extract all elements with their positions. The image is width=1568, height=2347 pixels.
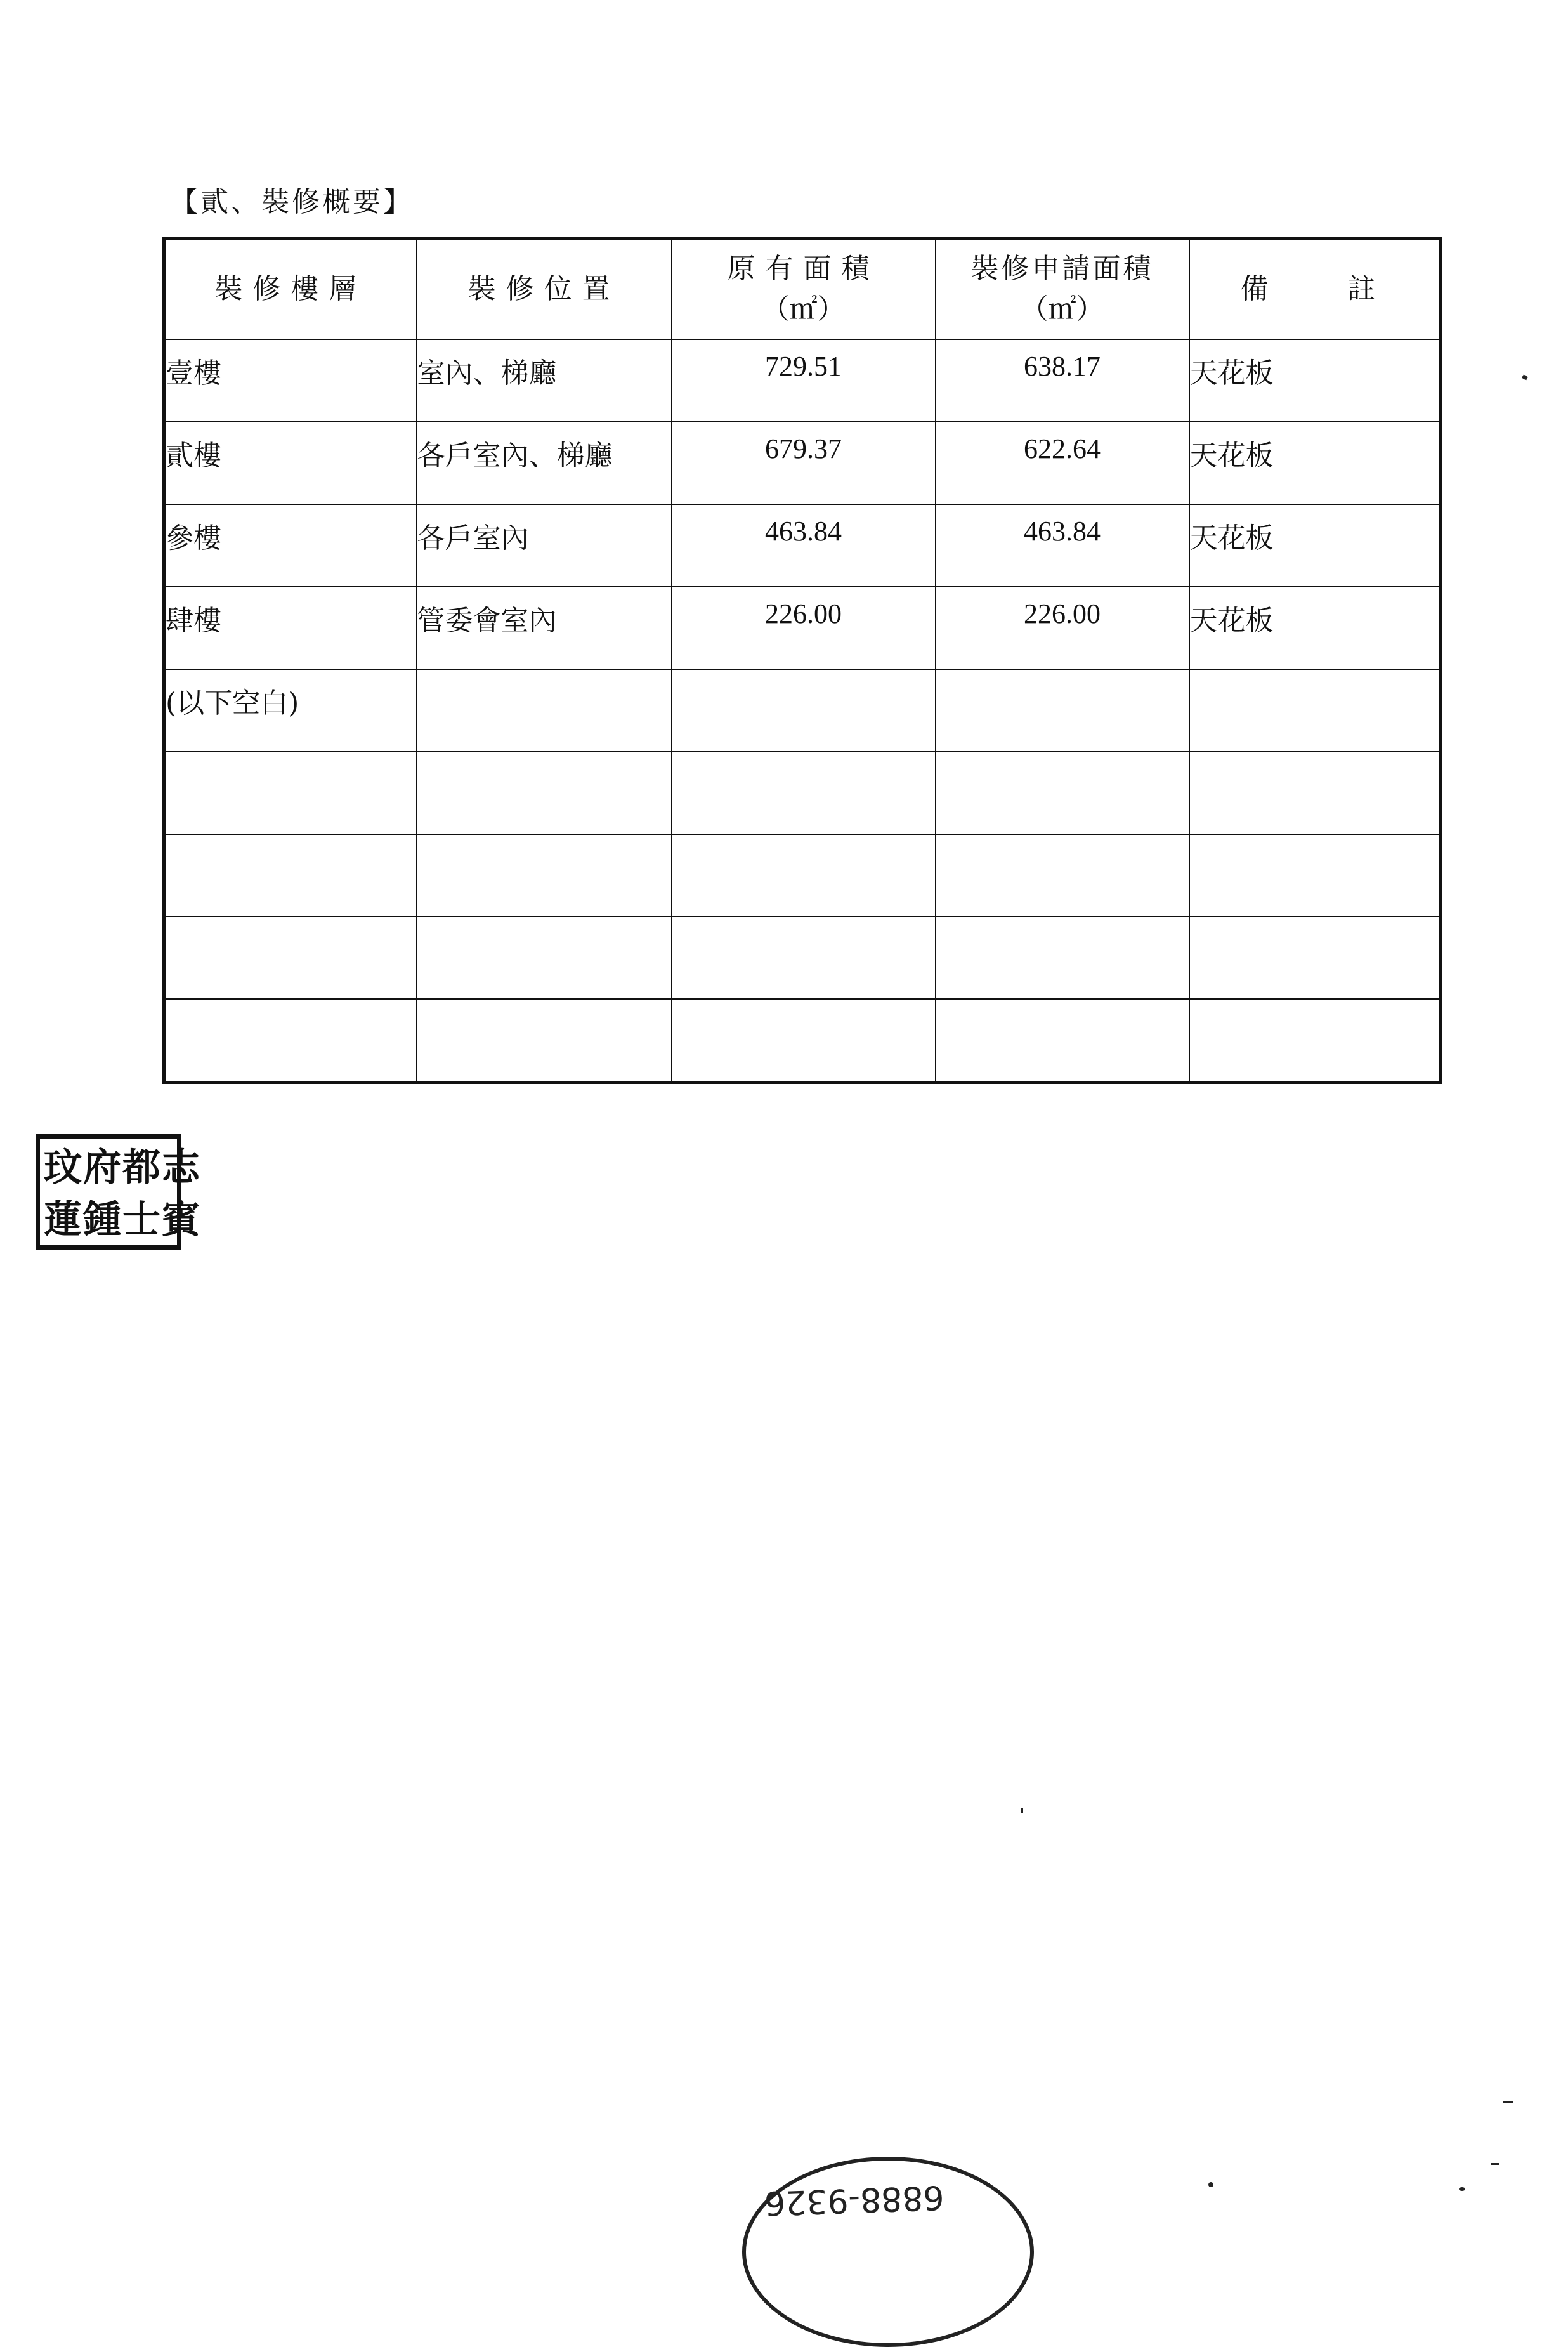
original-area-cell [672,834,936,917]
note-cell: 天花板 [1189,504,1441,587]
red-seal-stamp [36,1134,200,1250]
position-cell [417,752,672,834]
floor-cell [164,917,417,999]
header-position: 裝修位置 [417,239,672,340]
table-row [164,422,1441,504]
table-body [164,339,1441,1083]
requested-area-cell: 226.00 [936,587,1189,669]
scan-speck [1491,2163,1499,2165]
floor-cell: 參樓 [164,504,417,587]
note-cell [1189,917,1441,999]
position-cell [417,999,672,1083]
note-cell [1189,999,1441,1083]
scan-speck [1021,1808,1023,1813]
requested-area-cell [936,834,1189,917]
position-cell [417,917,672,999]
original-area-cell [672,917,936,999]
original-area-cell: 226.00 [672,587,936,669]
requested-area-cell [936,669,1189,752]
requested-area-cell [936,999,1189,1083]
header-requested-area-label: 裝修申請面積 [970,252,1154,285]
requested-area-cell: 622.64 [936,422,1189,504]
seal-char: 士 [122,1198,160,1242]
floor-cell: 貳樓 [164,422,417,504]
position-cell: 各戶室內 [417,504,672,587]
note-cell [1189,669,1441,752]
position-cell [417,669,672,752]
scan-speck [1459,2187,1465,2191]
requested-area-cell: 638.17 [936,339,1189,422]
original-area-cell [672,669,936,752]
position-cell: 管委會室內 [417,587,672,669]
table-row [164,999,1441,1083]
original-area-cell: 729.51 [672,339,936,422]
table-row [164,504,1441,587]
header-floor: 裝修樓層 [164,239,417,340]
requested-area-cell [936,917,1189,999]
table-row [164,669,1441,752]
requested-area-cell: 463.84 [936,504,1189,587]
table-row [164,339,1441,422]
requested-area-cell [936,752,1189,834]
note-cell [1189,834,1441,917]
seal-char: 志 [162,1146,200,1190]
round-stamp-text: 6888-9326 [764,2178,945,2222]
seal-char: 蓮 [44,1198,82,1242]
floor-cell: 肆樓 [164,587,417,669]
position-cell: 室內、梯廳 [417,339,672,422]
original-area-cell [672,752,936,834]
header-note: 備 註 [1189,239,1441,340]
table-header-row [164,239,1441,340]
scan-speck [1503,2101,1513,2103]
scan-speck [1522,374,1528,380]
seal-char: 玟 [44,1146,82,1190]
position-cell: 各戶室內、梯廳 [417,422,672,504]
floor-cell [164,752,417,834]
renovation-summary-table [162,237,1442,1084]
floor-cell [164,999,417,1083]
floor-cell: (以下空白) [164,669,417,752]
table-row [164,834,1441,917]
table-row [164,917,1441,999]
original-area-cell: 679.37 [672,422,936,504]
note-cell: 天花板 [1189,587,1441,669]
header-original-area [672,239,936,340]
scan-speck [1208,2182,1213,2187]
table-row [164,587,1441,669]
header-original-area-unit: （㎡） [761,293,846,325]
seal-char: 鍾 [83,1198,121,1242]
note-cell: 天花板 [1189,422,1441,504]
original-area-cell: 463.84 [672,504,936,587]
note-cell [1189,752,1441,834]
note-cell: 天花板 [1189,339,1441,422]
header-original-area-label: 原有面積 [727,252,880,285]
seal-char: 都 [122,1146,160,1190]
table-row [164,752,1441,834]
header-requested-area [936,239,1189,340]
original-area-cell [672,999,936,1083]
section-title: 【貳、裝修概要】 [170,186,414,218]
seal-char: 府 [83,1146,121,1190]
header-requested-area-unit: （㎡） [1020,293,1104,325]
floor-cell: 壹樓 [164,339,417,422]
position-cell [417,834,672,917]
floor-cell [164,834,417,917]
seal-char: 賓 [162,1198,200,1242]
